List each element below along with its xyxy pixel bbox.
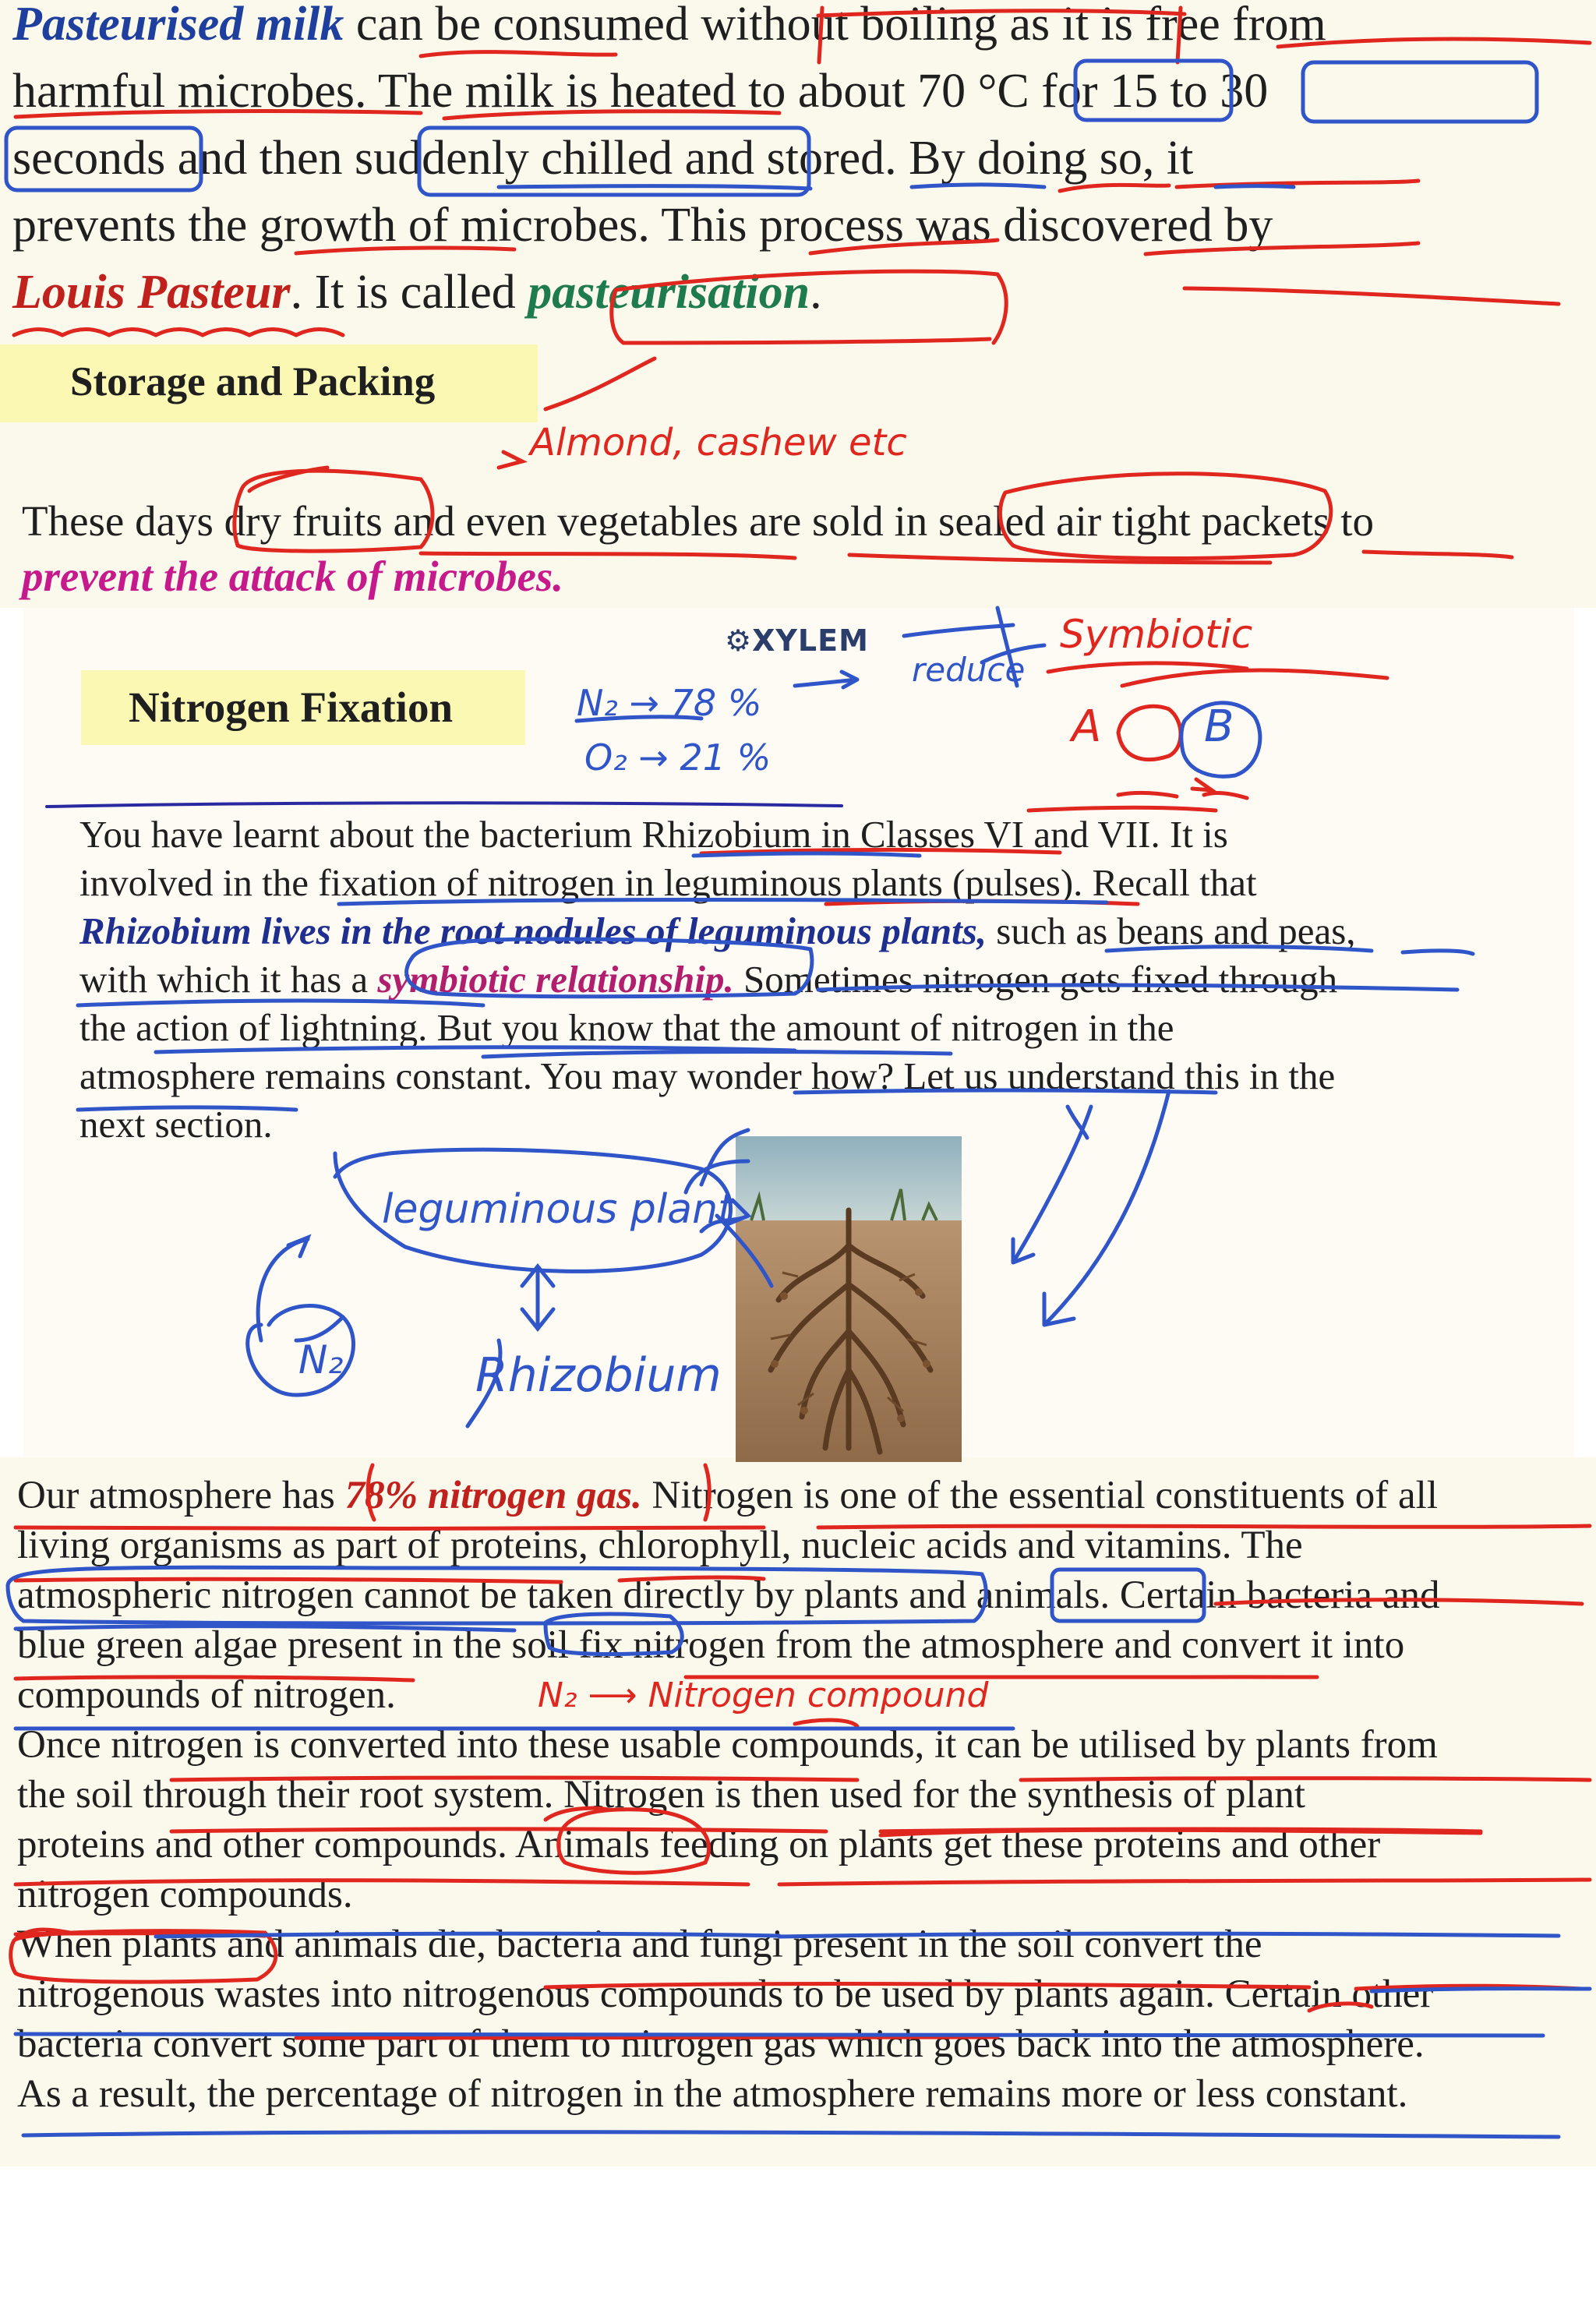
annot-almond: Almond, cashew etc [530,421,907,464]
atmos-line-13: As a result, the percentage of nitrogen in the atmosphere remains more or less constant. [17,2072,1408,2116]
annot-symbiotic: Symbiotic [1060,612,1253,657]
term-pasteurisation: pasteurisation [528,266,810,319]
annot-n2-78: N₂ → 78 % [577,682,762,724]
root-nodule-illustration [736,1136,962,1462]
pasteur-line-3: seconds and then suddenly chilled and stored. By doing so, it [12,132,1194,185]
atmos-line-9: nitrogen compounds. [17,1873,353,1916]
nitrogen-line-6: atmosphere remains constant. You may wonder how? Let us understand this in the [79,1054,1336,1097]
annot-n2-compound: N₂ ⟶ Nitrogen compound [538,1676,989,1715]
atmos-line-11: nitrogenous wastes into nitrogenous compounds to be used by plants again. Certain other [17,1972,1434,2016]
atmos-line-6: Once nitrogen is converted into these usable compounds, it can be utilised by plants from [17,1723,1438,1767]
nitrogen-line-3 [79,909,1356,953]
term-symbiotic-relationship: symbiotic relationship. [377,958,734,1001]
atmos-line-12: bacteria convert some part of them to nitrogen gas which goes back into the atmosphere. [17,2022,1425,2066]
text: Nitrogen is one of the essential constituents of all [641,1474,1438,1517]
term-louis-pasteur: Louis Pasteur [12,266,291,319]
atmos-line-7: the soil through their root system. Nitrogen is then used for the synthesis of plant [17,1773,1306,1817]
nitrogen-line-4 [79,957,1337,1001]
annot-reduce: reduce [912,651,1026,689]
storage-line-1: These days dry fruits and even vegetables are sold in sealed air tight packets to [22,497,1374,545]
text: . [810,266,822,319]
term-78-nitrogen: 78% nitrogen gas. [344,1474,642,1517]
atmos-line-1 [17,1473,1438,1518]
text: such as beans and peas, [987,909,1356,952]
nitrogen-line-5: the action of lightning. But you know that the amount of nitrogen in the [79,1006,1174,1049]
pasteur-line-2: harmful microbes. The milk is heated to about 70 °C for 15 to 30 [12,65,1269,118]
annot-o2-21: O₂ → 21 % [584,736,772,779]
nitrogen-line-7: next section. [79,1103,273,1146]
pasteur-line-5 [12,265,822,320]
nitrogen-line-2: involved in the fixation of nitrogen in leguminous plants (pulses). Recall that [79,861,1257,904]
xylem-logo [725,623,869,658]
annot-leguminous-plant: leguminous plant [382,1186,734,1233]
text: can be consumed without boiling as it is free from [344,0,1326,51]
atmos-line-5: compounds of nitrogen. [17,1673,396,1717]
pasteur-line-4: prevents the growth of microbes. This process was discovered by [12,199,1273,252]
xylem-icon: ⚙ [725,623,753,658]
annot-n2-circle: N₂ [298,1337,344,1383]
pasteur-line-1 [12,0,1326,52]
annot-a: A [1072,701,1102,752]
atmos-line-2: living organisms as part of proteins, chlorophyll, nucleic acids and vitamins. The [17,1524,1303,1567]
text: Our atmosphere has [17,1474,345,1517]
nitrogen-line-1: You have learnt about the bacterium Rhizobium in Classes VI and VII. It is [79,813,1228,856]
term-pasteurised-milk: Pasteurised milk [12,0,344,51]
storage-heading: Storage and Packing [70,359,436,404]
text: with which it has a [79,958,378,1001]
brand-text: XYLEM [752,623,869,658]
term-rhizobium-root-nodules: Rhizobium lives in the root nodules of leguminous plants, [79,909,987,952]
storage-line-2: prevent the attack of microbes. [22,553,564,600]
atmos-line-4: blue green algae present in the soil fix nitrogen from the atmosphere and convert it into [17,1623,1405,1667]
nitrogen-heading: Nitrogen Fixation [129,683,454,731]
text: . It is called [290,266,528,319]
annot-rhizobium: Rhizobium [475,1348,722,1403]
atmos-line-8: proteins and other compounds. Animals feeding on plants get these proteins and other [17,1823,1381,1866]
text: Sometimes nitrogen gets fixed through [733,958,1338,1001]
atmos-line-3: atmospheric nitrogen cannot be taken directly by plants and animals. Certain bacteria and [17,1573,1440,1617]
atmos-line-10: When plants and animals die, bacteria and fungi present in the soil convert the [17,1923,1262,1966]
annot-b: B [1204,701,1234,752]
